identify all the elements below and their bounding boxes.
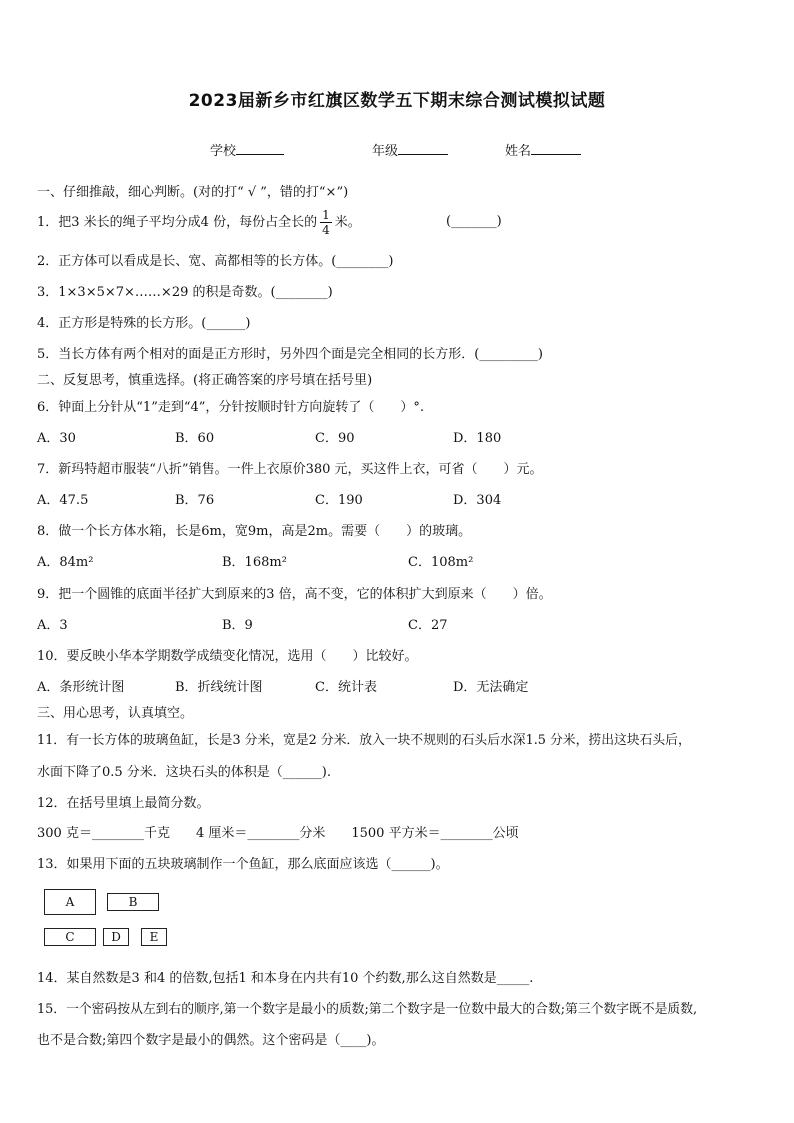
fraction-one-quarter: $\frac{1}{4}$ (322, 208, 330, 237)
q10-option-c: C．统计表 (315, 680, 377, 695)
question-12-blanks: 300 克＝________千克 4 厘米＝________分米 1500 平方米＝________公顷 (37, 826, 519, 841)
q7-option-a: A．47.5 (37, 493, 89, 508)
q9-option-b: B．9 (222, 618, 253, 633)
question-8: 8．做一个长方体水箱，长是6m，宽9m，高是2m。需要（ ）的玻璃。 (37, 524, 472, 539)
question-7: 7．新玛特超市服装“八折”销售。一件上衣原价380 元，买这件上衣，可省（ ）元。 (37, 462, 543, 477)
q10-option-a: A．条形统计图 (37, 680, 125, 695)
glass-piece-d: D (103, 928, 129, 946)
q9-option-a: A．3 (37, 618, 68, 633)
question-15-line2: 也不是合数;第四个数字是最小的偶然。这个密码是（____)。 (37, 1033, 385, 1048)
q9-option-c: C．27 (408, 618, 448, 633)
question-12: 12．在括号里填上最简分数。 (37, 796, 210, 811)
q8-option-a: A．84m² (37, 555, 94, 570)
question-13: 13．如果用下面的五块玻璃制作一个鱼缸，那么底面应该选（______)。 (37, 857, 449, 872)
question-15-line1: 15．一个密码按从左到右的顺序,第一个数字是最小的质数;第二个数字是一位数中最大的合数;第三个数字既不是质数, (37, 1002, 698, 1017)
q6-option-c: C．90 (315, 431, 355, 446)
q6-option-d: D．180 (453, 431, 502, 446)
question-2: 2．正方体可以看成是长、宽、高都相等的长方体。(________) (37, 254, 394, 269)
school-label: 学校 (210, 144, 237, 159)
grade-field (372, 140, 448, 159)
question-5: 5．当长方体有两个相对的面是正方形时，另外四个面是完全相同的长方形．(_________) (37, 347, 543, 362)
q10-option-b: B．折线统计图 (175, 680, 263, 695)
page-title: 2023届新乡市红旗区数学五下期末综合测试模拟试题 (188, 91, 606, 111)
glass-piece-c: C (44, 928, 96, 946)
question-11-line1: 11．有一长方体的玻璃鱼缸，长是3 分米，宽是2 分米．放入一块不规则的石头后水深1.5 分米，捞出这块石头后， (37, 733, 691, 748)
q7-option-c: C．190 (315, 493, 363, 508)
q10-option-d: D．无法确定 (453, 680, 529, 695)
glass-piece-b: B (107, 893, 159, 911)
q6-option-b: B．60 (175, 431, 215, 446)
question-6: 6．钟面上分针从“1”走到“4”，分针按顺时针方向旋转了（ ）°. (37, 400, 425, 415)
question-1-answer: (_______) (446, 214, 502, 229)
glass-piece-e: E (141, 928, 167, 946)
question-10: 10．要反映小华本学期数学成绩变化情况，选用（ ）比较好。 (37, 649, 418, 664)
question-14: 14．某自然数是3 和4 的倍数,包括1 和本身在内共有10 个约数,那么这自然数是_____. (37, 971, 534, 986)
glass-piece-a: A (44, 889, 96, 915)
grade-blank (398, 141, 448, 155)
grade-label: 年级 (372, 144, 399, 159)
question-1: 1．把3 米长的绳子平均分成4 份，每份占全长的 $\frac{1}{4}$ 米。 (37, 208, 361, 237)
q8-option-b: B．168m² (222, 555, 287, 570)
question-9: 9．把一个圆锥的底面半径扩大到原来的3 倍，高不变，它的体积扩大到原来（ ）倍。 (37, 587, 552, 602)
question-3: 3．1×3×5×7×……×29 的积是奇数。(________) (37, 285, 333, 300)
question-11-line2: 水面下降了0.5 分米．这块石头的体积是（______). (37, 765, 332, 780)
section2-heading: 二、反复思考，慎重选择。(将正确答案的序号填在括号里) (37, 373, 373, 388)
name-label: 姓名 (505, 144, 532, 159)
name-field (505, 140, 581, 159)
q7-option-d: D．304 (453, 493, 502, 508)
q7-option-b: B．76 (175, 493, 215, 508)
q8-option-c: C．108m² (408, 555, 474, 570)
q6-option-a: A．30 (37, 431, 76, 446)
section1-heading: 一、仔细推敲，细心判断。(对的打“ √ ”，错的打“×”) (37, 185, 349, 200)
section3-heading: 三、用心思考，认真填空。 (37, 706, 194, 721)
school-field (210, 140, 284, 159)
name-blank (531, 141, 581, 155)
school-blank (236, 141, 284, 155)
question-4: 4．正方形是特殊的长方形。(______) (37, 316, 251, 331)
